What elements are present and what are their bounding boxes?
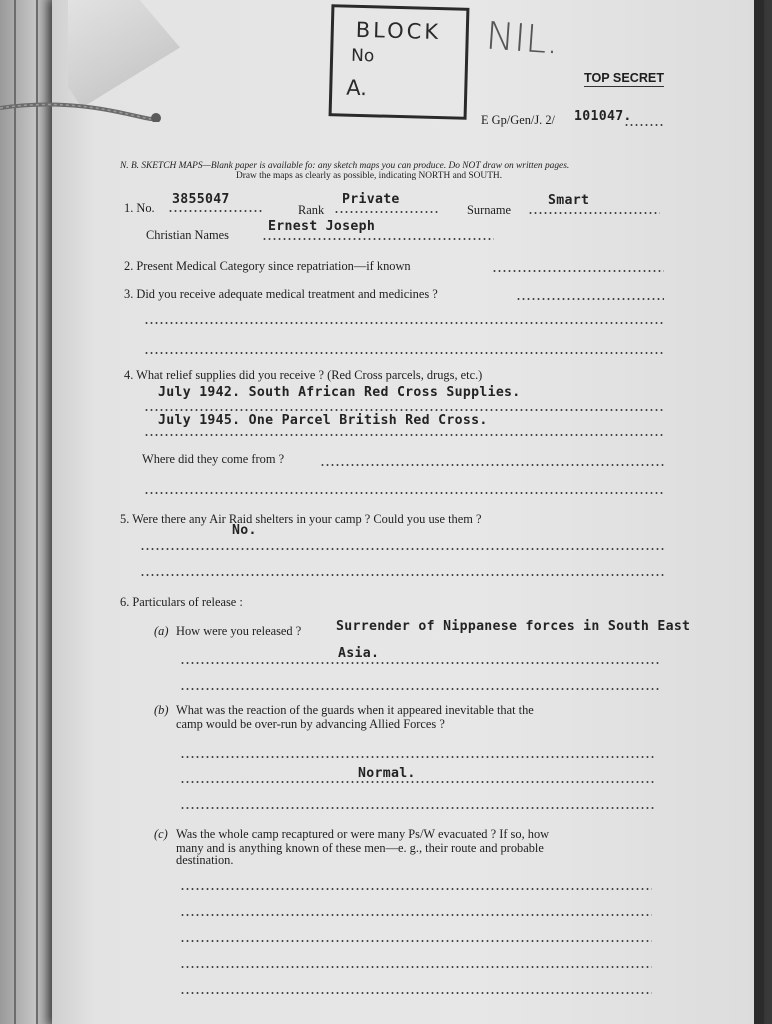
reference-prefix: E Gp/Gen/J. 2/ bbox=[481, 113, 555, 127]
stamp-line-1: BLOCK bbox=[355, 17, 442, 45]
q6b-label-line-2: camp would be over-run by advancing Allied Forces ? bbox=[176, 717, 445, 731]
rank-label: Rank bbox=[298, 203, 325, 217]
dotted-line bbox=[180, 688, 660, 690]
q6b-marker: (b) bbox=[154, 703, 169, 717]
surname-label: Surname bbox=[467, 203, 512, 217]
dotted-line bbox=[516, 298, 664, 300]
q6c-label-line-2: many and is anything known of these men—e. g., their route and probable bbox=[176, 841, 544, 855]
dotted-line bbox=[492, 270, 664, 272]
service-number-value: 3855047 bbox=[172, 192, 230, 207]
christian-names-label: Christian Names bbox=[146, 228, 229, 242]
dotted-line bbox=[144, 434, 664, 436]
rank-value: Private bbox=[342, 192, 400, 207]
dotted-line bbox=[180, 888, 652, 890]
q6a-answer-line-2: Asia. bbox=[338, 646, 380, 661]
dotted-line bbox=[140, 574, 664, 576]
q4-answer-line-2: July 1945. One Parcel British Red Cross. bbox=[158, 413, 488, 428]
q2-label: 2. Present Medical Category since repatriation—if known bbox=[124, 259, 411, 273]
q3-label: 3. Did you receive adequate medical treatment and medicines ? bbox=[124, 287, 438, 301]
stamp-line-3: A. bbox=[345, 75, 368, 101]
dotted-line bbox=[144, 409, 664, 411]
dotted-line bbox=[528, 212, 660, 214]
dotted-line bbox=[144, 492, 664, 494]
handwritten-note: NIL. bbox=[484, 13, 561, 63]
q4-where-label: Where did they come from ? bbox=[142, 452, 285, 466]
dotted-line bbox=[140, 548, 664, 550]
q4-answer-line-1: July 1942. South African Red Cross Supplies. bbox=[158, 385, 521, 400]
dotted-line bbox=[320, 464, 664, 466]
dotted-line bbox=[180, 992, 652, 994]
dotted-line bbox=[180, 914, 652, 916]
q5-answer: No. bbox=[232, 523, 257, 538]
q6b-label-line-1: What was the reaction of the guards when it appeared inevitable that the bbox=[176, 703, 534, 717]
dotted-line bbox=[334, 211, 438, 213]
q6a-marker: (a) bbox=[154, 624, 169, 638]
dotted-line bbox=[180, 662, 660, 664]
dotted-line bbox=[168, 210, 264, 212]
sketch-note-line-2: Draw the maps as clearly as possible, indicating NORTH and SOUTH. bbox=[236, 171, 503, 181]
dotted-line bbox=[180, 781, 656, 783]
dotted-line bbox=[262, 238, 494, 240]
q6c-marker: (c) bbox=[154, 827, 168, 841]
q4-label: 4. What relief supplies did you receive ? (Red Cross parcels, drugs, etc.) bbox=[124, 368, 483, 382]
tie-string-icon bbox=[0, 96, 164, 122]
q6b-answer: Normal. bbox=[358, 766, 416, 781]
q6c-label-line-3: destination. bbox=[176, 853, 234, 867]
sketch-note-line-1: N. B. SKETCH MAPS—Blank paper is available fo: any sketch maps you can produce. Do NOT draw on written pages. bbox=[120, 161, 570, 171]
christian-names-value: Ernest Joseph bbox=[268, 219, 376, 234]
page-edge-line bbox=[36, 0, 38, 1024]
dotted-line bbox=[180, 940, 652, 942]
right-shadow bbox=[754, 0, 764, 1024]
page-edge-line bbox=[14, 0, 16, 1024]
dotted-line bbox=[180, 966, 652, 968]
dotted-line bbox=[144, 352, 664, 354]
reference-number: 101047. bbox=[574, 109, 632, 124]
left-page-edge bbox=[0, 0, 58, 1024]
dotted-line bbox=[180, 756, 656, 758]
dotted-line bbox=[180, 807, 656, 809]
q1-label: 1. No. bbox=[124, 201, 155, 215]
surname-value: Smart bbox=[548, 193, 590, 208]
q6a-label: How were you released ? bbox=[176, 624, 302, 638]
dotted-line bbox=[624, 124, 664, 126]
dotted-line bbox=[144, 322, 664, 324]
block-stamp bbox=[329, 4, 470, 120]
q6-label: 6. Particulars of release : bbox=[120, 595, 243, 609]
q6c-label-line-1: Was the whole camp recaptured or were many Ps/W evacuated ? If so, how bbox=[176, 827, 550, 841]
classification-label: TOP SECRET bbox=[584, 71, 665, 85]
q6a-answer-line-1: Surrender of Nippanese forces in South East bbox=[336, 619, 691, 634]
stamp-line-2: No bbox=[350, 45, 375, 67]
q5-label: 5. Were there any Air Raid shelters in your camp ? Could you use them ? bbox=[120, 512, 482, 526]
